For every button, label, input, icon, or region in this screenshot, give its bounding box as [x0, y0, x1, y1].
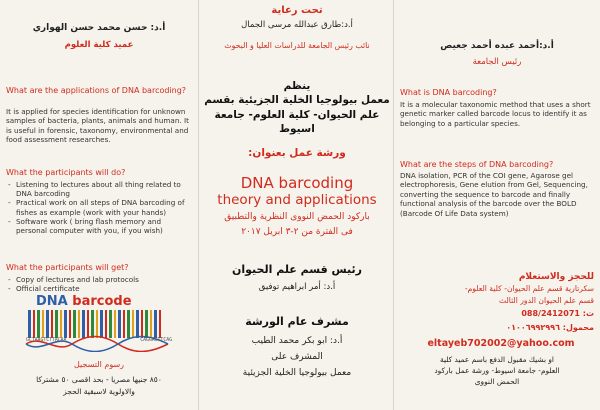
contact-note-1: او بشيك مقبول الدفع باسم عميد كلية	[440, 355, 554, 364]
list-item: - Official certificate	[6, 284, 192, 293]
logo-sequence-left: GCTAAGTCTTACAA	[26, 338, 67, 343]
participants-get-list	[6, 275, 192, 293]
logo-sequence-right: CAGGAGTTCAG	[140, 338, 172, 343]
participants-do-list	[6, 180, 192, 235]
left-panel	[0, 0, 198, 410]
under-patronage: تحت رعاية	[271, 5, 323, 16]
q-applications: What are the applications of DNA barcoding?	[6, 86, 187, 95]
barcode-bars-icon	[28, 310, 161, 338]
workshop-label: ورشة عمل بعنوان:	[248, 147, 346, 159]
list-item: - Copy of lectures and lab protocols	[6, 275, 192, 284]
dean-name: أ.د: حسن محمد حسن الهواري	[32, 23, 166, 33]
mobile-number: ٠١٠٠٦٩٩٢٩٩٦	[506, 323, 560, 332]
q-participants-do: What the participants will do?	[6, 168, 126, 177]
organizer-line-4: اسيوط	[279, 123, 315, 135]
q-what-is: What is DNA barcoding?	[400, 88, 497, 97]
barcode-graphic	[22, 308, 172, 352]
contact-note-3: الحمض النووى	[474, 377, 520, 386]
president-title: رئيس الجامعة	[472, 57, 522, 67]
contact-email[interactable]: eltayeb702002@yahoo.com	[427, 338, 575, 349]
a-what-is: It is a molecular taxonomic method that uses a short genetic marker called barcode locus to identify it as belonging to a particular species.	[400, 100, 591, 128]
dean-title: عميد كلية العلوم	[64, 40, 134, 50]
phone-row	[454, 308, 594, 319]
fees-line-1: ٨٥٠ جنيها مصريا - بحد اقصى ٥٠ مشتركا	[36, 375, 162, 384]
dept-head-name: أ.د: أمر ابراهيم توفيق	[258, 282, 336, 292]
contact-note-2: العلوم- جامعة اسيوط- ورشة عمل باركود	[434, 366, 560, 375]
middle-panel	[198, 0, 394, 410]
a-applications: It is applied for species identification for unknown samples of bacteria, plants, animals and human. It is useful in forensic, taxonomy, environmental and food assessment researches.	[6, 107, 189, 145]
logo-dna-text: DNA	[36, 294, 68, 309]
mobile-label: محمول:	[562, 323, 594, 332]
dna-barcode-logo	[22, 294, 172, 352]
workshop-title-en-2: theory and applications	[217, 192, 377, 208]
q-participants-get: What the participants will get?	[6, 263, 129, 272]
list-item: - Listening to lectures about all thing related to DNA barcoding	[6, 180, 192, 198]
dept-head-label: رئيس قسم علم الحيوان	[231, 263, 363, 276]
workshop-title-ar: باركود الحمض النووى النظرية والتطبيق	[224, 212, 370, 222]
contact-title: للحجز والاستعلام	[518, 272, 594, 282]
supervisor-name: أ.د: ابو بكر محمد الطيب	[251, 336, 343, 346]
phone-number: 088/2412071	[521, 309, 580, 318]
list-item: - Practical work on all steps of DNA barcoding of fishes as example (work with your hands)	[6, 198, 192, 216]
patron-name: أ.د:طارق عبدالله مرسى الجمال	[241, 20, 353, 30]
a-steps: DNA isolation, PCR of the COI gene, Agarose gel electrophoresis, Gene elution from Gel, Sequencing, converting the sequence to barcode and finally functional analysis of the barcode over the BOLD (Barcode Of Life Data system)	[400, 171, 588, 218]
contact-line-1: سكرتارية قسم علم الحيوان- كلية العلوم-	[464, 284, 594, 293]
organizer-line-3: علم الحيوان- كلية العلوم- جامعة	[214, 109, 380, 121]
phone-label: ت:	[582, 309, 594, 318]
workshop-period: فى الفترة من ٢-٣ ابريل ٢٠١٧	[241, 227, 353, 237]
organizer-line-2: معمل بيولوجيا الخلية الجزيئية بقسم	[204, 94, 390, 106]
q-steps: What are the steps of DNA barcoding?	[400, 160, 554, 169]
lab-name: معمل بيولوجيا الخلية الجزيئية	[242, 368, 352, 378]
right-panel	[394, 0, 600, 410]
fees-title: رسوم التسجيل	[73, 360, 125, 369]
supervisor-label: مشرف عام الورشة	[245, 315, 349, 328]
workshop-title-en-1: DNA barcoding	[240, 174, 354, 192]
mobile-row	[454, 322, 594, 333]
lab-supervisor-label: المشرف على	[271, 352, 323, 362]
list-item: - Software work ( bring flash memory and personal computer with you, if you wish)	[6, 217, 192, 235]
patron-title: نائب رئيس الجامعة للدراسات العليا و البحوث	[224, 41, 370, 50]
president-name: أ.د:أحمد عبده أحمد جعيص	[440, 41, 554, 51]
organizer-line-1: ينظم	[283, 80, 311, 92]
logo-barcode-text: barcode	[72, 294, 132, 309]
fees-line-2: والاولوية لاسبقية الحجز	[63, 387, 135, 396]
contact-line-2: قسم علم الحيوان الدور الثالث	[499, 296, 594, 305]
